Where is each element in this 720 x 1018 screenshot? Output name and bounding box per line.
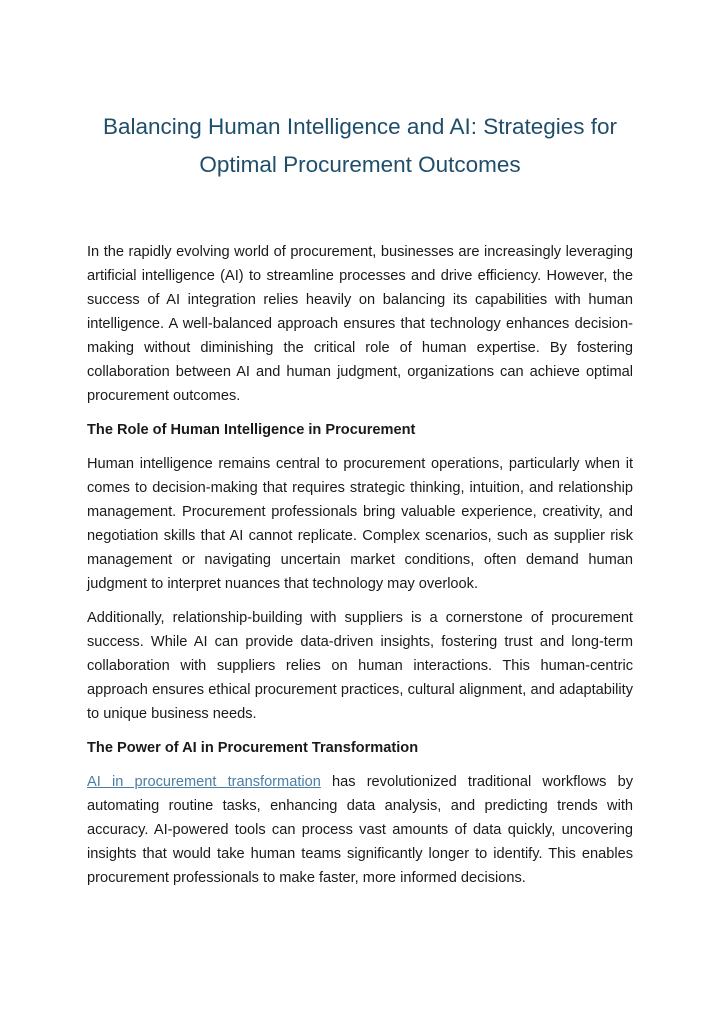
section-heading-ai-power: The Power of AI in Procurement Transformation: [87, 740, 419, 756]
title-line-1: Balancing Human Intelligence and AI: Strategies for: [102, 114, 618, 139]
ai-procurement-link[interactable]: AI in procurement transformation: [87, 774, 321, 790]
document-title: [60, 108, 660, 184]
title-line-2: Optimal Procurement Outcomes: [199, 152, 521, 177]
section2-paragraph-text: has revolutionized traditional workflows by automating routine tasks, enhancing data analysis, and predicting trends with accuracy. AI-powered tools can process vast amounts of data quickly, uncovering insights that would take human teams significantly longer to identify. This enables procurement professionals to make faster, more informed decisions.: [87, 774, 633, 886]
intro-paragraph: In the rapidly evolving world of procurement, businesses are increasingly leveraging artificial intelligence (AI) to streamline processes and drive efficiency. However, the success of AI integration relies heavily on balancing its capabilities with human intelligence. A well-balanced approach ensures that technology enhances decision-making without diminishing the critical role of human expertise. By fostering collaboration between AI and human judgment, organizations can achieve optimal procurement outcomes.: [87, 244, 633, 404]
section-heading-human-intelligence: The Role of Human Intelligence in Procurement: [87, 422, 416, 438]
document-body: [87, 240, 633, 900]
section1-paragraph-2: Additionally, relationship-building with suppliers is a cornerstone of procurement success. While AI can provide data-driven insights, fostering trust and long-term collaboration with suppliers relies on human interactions. This human-centric approach ensures ethical procurement practices, cultural alignment, and adaptability to unique business needs.: [87, 610, 633, 722]
section1-paragraph-1: Human intelligence remains central to procurement operations, particularly when it comes to decision-making that requires strategic thinking, intuition, and relationship management. Procurement professionals bring valuable experience, creativity, and negotiation skills that AI cannot replicate. Complex scenarios, such as supplier risk management or navigating uncertain market conditions, often demand human judgment to interpret nuances that technology may overlook.: [87, 456, 633, 592]
section2-paragraph-1: [87, 770, 633, 890]
